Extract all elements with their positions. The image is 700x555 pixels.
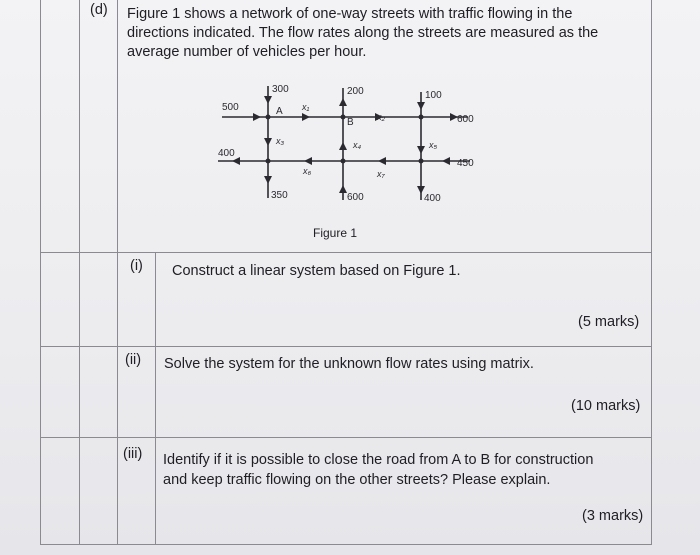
question-i-label: (i) bbox=[130, 258, 143, 274]
arrow-300-in bbox=[264, 96, 272, 104]
var-x4: x₄ bbox=[353, 140, 362, 150]
question-iii-text-line-2: and keep traffic flowing on the other streets? Please explain. bbox=[163, 472, 551, 488]
flow-400-left: 400 bbox=[218, 148, 235, 159]
var-x5: x₅ bbox=[429, 140, 438, 150]
flow-350: 350 bbox=[271, 190, 288, 201]
arrow-200-out bbox=[339, 98, 347, 106]
arrow-x6 bbox=[304, 157, 312, 165]
node-a-dot bbox=[266, 115, 271, 120]
flow-450: 450 bbox=[457, 158, 474, 169]
flow-200: 200 bbox=[347, 86, 364, 97]
arrow-600-in bbox=[339, 185, 347, 193]
flow-600-right: 600 bbox=[457, 114, 474, 125]
arrow-450-in bbox=[442, 157, 450, 165]
flow-400-bottom: 400 bbox=[424, 193, 441, 204]
flow-600-bottom: 600 bbox=[347, 192, 364, 203]
var-x6: x₆ bbox=[303, 166, 312, 176]
part-d-text-line-2: directions indicated. The flow rates along the streets are measured as the bbox=[127, 25, 599, 41]
question-ii-text: Solve the system for the unknown flow rates using matrix. bbox=[164, 356, 534, 372]
flow-500: 500 bbox=[222, 102, 239, 113]
arrow-100-in bbox=[417, 102, 425, 110]
part-d-text-line-1: Figure 1 shows a network of one-way streets with traffic flowing in the bbox=[127, 6, 573, 22]
question-i-marks: (5 marks) bbox=[578, 314, 640, 330]
node-e-dot bbox=[341, 159, 346, 164]
node-d-dot bbox=[266, 159, 271, 164]
question-iii-marks: (3 marks) bbox=[582, 508, 644, 524]
node-f-dot bbox=[419, 159, 424, 164]
arrow-x1 bbox=[302, 113, 310, 121]
part-d-label: (d) bbox=[90, 2, 108, 18]
arrow-x7 bbox=[378, 157, 386, 165]
arrow-x4 bbox=[339, 142, 347, 150]
var-x3: x₃ bbox=[276, 136, 285, 146]
var-x7: x₇ bbox=[377, 169, 385, 179]
question-iii-label: (iii) bbox=[123, 446, 143, 462]
var-x1: x₁ bbox=[302, 102, 310, 112]
node-b-dot bbox=[341, 115, 346, 120]
arrow-x3 bbox=[264, 138, 272, 146]
arrow-500-in bbox=[253, 113, 261, 121]
arrow-350-out bbox=[264, 176, 272, 184]
question-ii-label: (ii) bbox=[125, 352, 142, 368]
question-ii-marks: (10 marks) bbox=[571, 398, 641, 414]
flow-100: 100 bbox=[425, 90, 442, 101]
part-d-text-line-3: average number of vehicles per hour. bbox=[127, 44, 367, 60]
question-i-text: Construct a linear system based on Figure 1. bbox=[172, 263, 461, 279]
var-x2: x₂ bbox=[377, 112, 385, 122]
node-a-label: A bbox=[276, 106, 283, 117]
node-b-label: B bbox=[347, 117, 354, 128]
figure-caption: Figure 1 bbox=[313, 226, 358, 240]
flow-300: 300 bbox=[272, 84, 289, 95]
arrow-x5 bbox=[417, 146, 425, 154]
question-iii-text-line-1: Identify if it is possible to close the road from A to B for construction bbox=[163, 452, 594, 468]
node-c-dot bbox=[419, 115, 424, 120]
